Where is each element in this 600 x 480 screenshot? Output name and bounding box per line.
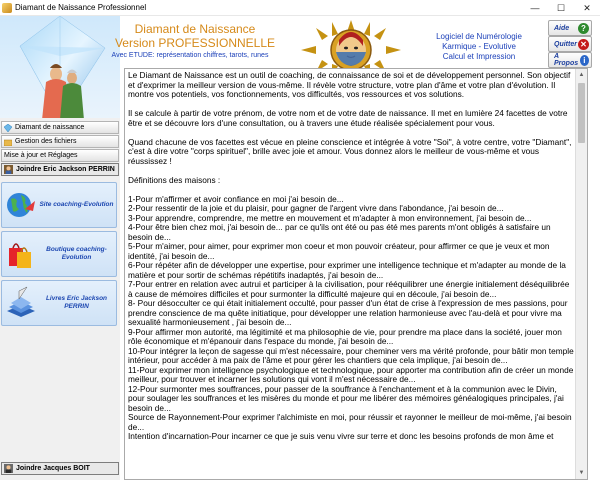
maison-2: 2-Pour ressentir de la joie et du plaisir, pour gagner de l'argent vivre dans l'abondance, j'ai besoin de... <box>128 203 504 213</box>
quit-button[interactable] <box>548 36 592 52</box>
paragraph-calcul: Il se calcule à partir de votre prénom, de votre nom et de votre date de naissance. Il met en lumière 24 facettes de votre être et se découvre lors d'une consultation, ou à travers une étude réalisée spécialement pour vous. <box>128 108 568 128</box>
sidebar-item-label: Diamant de naissance <box>15 124 85 131</box>
quit-icon: ✕ <box>578 39 589 50</box>
scroll-thumb[interactable] <box>578 83 585 143</box>
card-label: Site coaching-Evolution <box>39 201 114 208</box>
diamond-icon <box>4 124 12 132</box>
card-livres[interactable] <box>1 280 117 326</box>
minimize-button[interactable]: — <box>530 3 540 13</box>
join-jacques-button[interactable] <box>1 462 119 475</box>
sidebar-item-diamant[interactable] <box>1 121 119 134</box>
sidebar-item-mise-a-jour[interactable] <box>1 149 119 162</box>
description-text <box>128 71 574 442</box>
maison-9: 9-Pour affirmer mon autorité, ma légitimité et ma philosophie de vie, pour prendre ma place dans la société, jouer mon rôle économique et m'épanouir dans l'espace du monde, j'ai besoin de... <box>128 326 562 346</box>
window-title: Diamant de Naissance Professionnel <box>15 3 147 12</box>
brand-title-line1: Diamant de Naissance <box>134 22 256 36</box>
join-eric-label: Joindre Eric Jackson PERRIN <box>16 166 115 173</box>
books-icon <box>5 285 37 321</box>
left-panel <box>0 118 120 480</box>
paragraph-intro: Le Diamant de Naissance est un outil de coaching, de connaissance de soi et de développement personnel. Son objectif et d'exprimer la meilleur version de vous-même. Il révèle votre structure, votre plan d'âme et votre plan d'évolution. Il montre vos potentiels, vos fonctionnements, vos difficultés, vos ressources et vos solutions. <box>128 70 571 99</box>
sidebar-item-label: Mise à jour et Réglages <box>4 152 78 159</box>
join-eric-button[interactable] <box>1 163 119 176</box>
app-icon <box>2 3 12 13</box>
globe-icon <box>5 187 37 223</box>
crystal-logo <box>0 16 120 120</box>
maison-7: 7-Pour entrer en relation avec autrui et participer à la civilisation, pour rééquilibrer une énergie initialement déséquilibrée à cause de mémoires difficiles et pour surmonter la difficulté majeure qui en découle, j'ai besoin de... <box>128 279 570 299</box>
about-button-label: A Propos <box>554 53 579 67</box>
join-jacques-label: Joindre Jacques BOIT <box>16 465 90 472</box>
help-button[interactable] <box>548 20 592 36</box>
person-icon <box>4 464 13 473</box>
card-site-coaching[interactable] <box>1 182 117 228</box>
sidebar-item-gestion[interactable] <box>1 135 119 148</box>
brand-subtitle: Avec ETUDE: représentation chiffres, tarots, runes <box>111 52 269 59</box>
paragraph-definitions-heading: Définitions des maisons : <box>128 174 221 185</box>
brand-title-line2: Version PROFESSIONNELLE <box>114 36 276 50</box>
card-boutique[interactable] <box>1 231 117 277</box>
shopping-bag-icon <box>5 236 37 272</box>
folder-icon <box>4 138 12 146</box>
source-rayonnement: Source de Rayonnement-Pour exprimer l'alchimiste en moi, pour réussir et rayonner le meilleur de moi-même, j'ai besoin de... <box>128 412 572 432</box>
person-icon <box>4 165 13 174</box>
maximize-button[interactable]: ☐ <box>556 2 566 13</box>
close-button[interactable]: ✕ <box>583 2 591 13</box>
maison-8: 8- Pour désocculter ce qui était initialement occulté, pour passer d'un état de crise à l'expression de mes passions, pour prendre conscience de ma quête initiatique, pour développer une relation harmonieuse avec l'au-delà et pour vivre ma sexualité harmonieusement , j'ai besoin de... <box>128 298 568 327</box>
scroll-down-arrow-icon[interactable]: ▼ <box>578 470 585 476</box>
help-icon: ? <box>578 23 589 34</box>
quit-button-label: Quitter <box>554 40 577 48</box>
intention-incarnation: Intention d'incarnation-Pour incarner ce que je suis venu vivre sur terre et donc les besoins profonds de mon âme et <box>128 431 554 441</box>
help-button-label: Aide <box>554 24 570 32</box>
scroll-up-arrow-icon[interactable]: ▲ <box>578 72 585 78</box>
maison-4: 4-Pour être bien chez moi, j'ai besoin de... par ce qu'ils ont été ou pas été mes parents m'ont obligés à satisfaire un besoin de... <box>128 222 551 242</box>
title-bar <box>0 0 600 16</box>
about-button[interactable] <box>548 52 592 68</box>
maison-3: 3-Pour apprendre, comprendre, me mettre en mouvement et m'adapter à mon environnement, j'ai besoin de... <box>128 212 532 223</box>
info-icon: i <box>580 55 589 66</box>
maison-10: 10-Pour intégrer la leçon de sagesse qui m'est nécessaire, pour cheminer vers ma vérité profonde, pour bâtir mon temple intérieur, pour accéder à ma paix de l'âme et pour gérer les chantiers que cela implique, j'ai besoin de... <box>128 345 574 365</box>
brand-title <box>110 22 280 50</box>
software-description <box>418 32 540 62</box>
description-textarea[interactable] <box>124 68 588 480</box>
sidebar-item-label: Gestion des fichiers <box>15 138 77 145</box>
vertical-scrollbar[interactable] <box>575 69 587 479</box>
software-description-line3: Calcul et Impression <box>442 52 516 61</box>
maison-6: 6-Pour répéter afin de développer une expertise, pour exprimer une intelligence technique et m'adapter au monde de la matière et pour sortir de schémas répétitifs inadaptés, j'ai besoin de... <box>128 260 566 280</box>
card-label: Boutique coaching-Evolution <box>46 246 107 261</box>
card-label: Livres Eric Jackson PERRIN <box>45 295 108 310</box>
maison-12: 12-Pour surmonter mes souffrances, pour passer de la souffrance à l'enchantement et à la communion avec le Divin, pour soulager les souffrances et les misères du monde et pour me libérer des mémoires généalogiques principales, j'ai besoin de... <box>128 383 564 413</box>
paragraph-facettes: Quand chacune de vos facettes est vécue en pleine conscience et intégrée à votre "Soi", à votre centre, votre "Diamant", c'est à dire votre "corps spirituel", brille avec joie et amour. Vous donnez alors le meilleur de vous-même et vous réussissez ! <box>128 136 572 166</box>
maison-5: 5-Pour m'aimer, pour aimer, pour exprimer mon coeur et mon pouvoir créateur, pour affirmer ce que je veux et mon identité, j'ai besoin de... <box>128 241 550 261</box>
maison-1: 1-Pour m'affirmer et avoir confiance en moi j'ai besoin de... <box>128 193 344 204</box>
software-description-line1: Logiciel de Numérologie <box>436 32 522 41</box>
software-description-line2: Karmique - Evolutive <box>442 42 516 51</box>
maison-11: 11-Pour exprimer mon intelligence psychologique et technologique, pour apporter ma contribution afin de créer un monde meilleur, pour trouver et incarner les solutions qui vont il m'est nécessaire de... <box>128 364 574 384</box>
